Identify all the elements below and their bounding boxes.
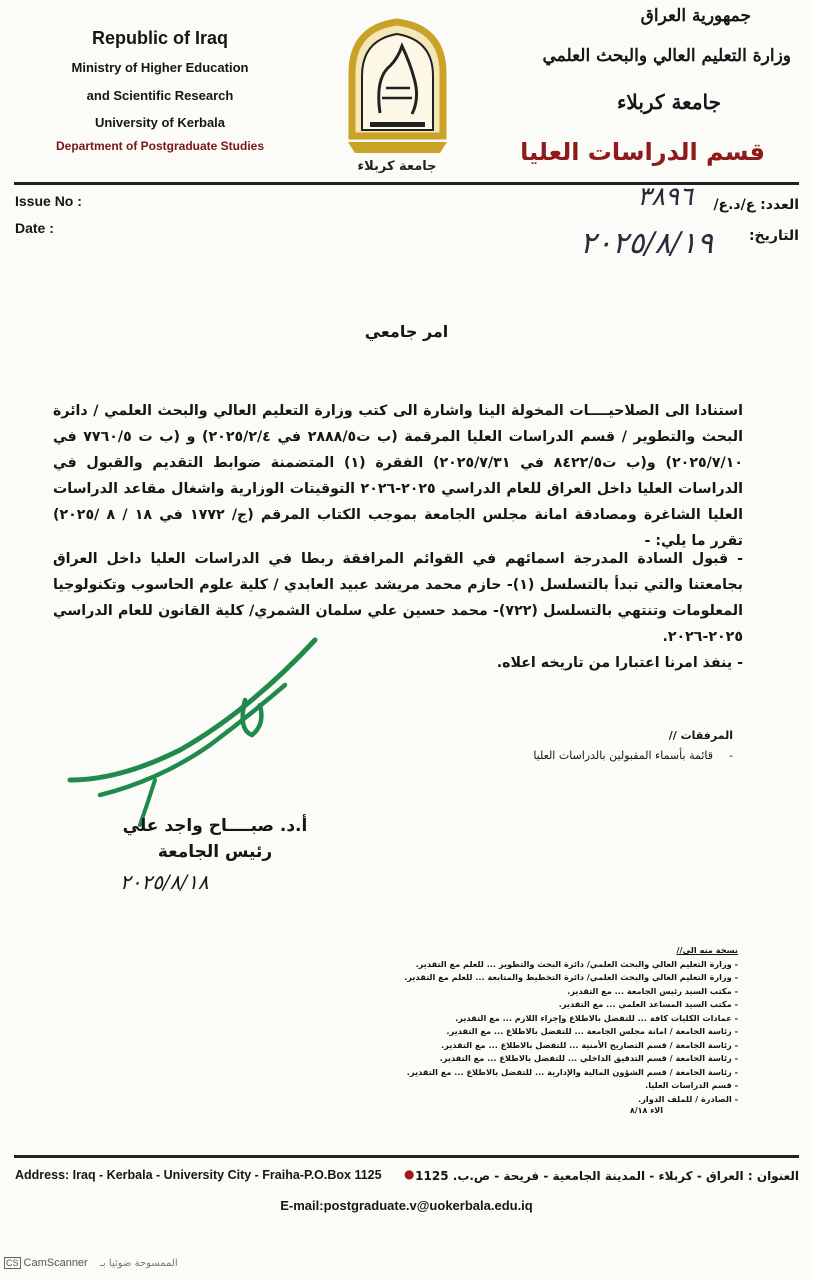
issue-label-en: Issue No : xyxy=(15,193,82,209)
cc-item: - عمادات الكليات كافة ... للتفضل بالاطلاع وإجراء اللازم ... مع التقدير. xyxy=(455,1012,738,1023)
logo-caption: جامعة كربلاء xyxy=(357,159,437,174)
header-ar-department: قسم الدراسات العليا xyxy=(520,138,765,166)
footer-email: E-mail:postgraduate.v@uokerbala.edu.iq xyxy=(280,1198,533,1213)
university-logo xyxy=(340,18,455,178)
header-en-department: Department of Postgraduate Studies xyxy=(55,139,265,153)
header-en-republic: Republic of Iraq xyxy=(91,28,228,48)
body-paragraph-effective: - ينفذ امرنا اعتبارا من تاريخه اعلاه. xyxy=(496,655,743,671)
cc-item: - مكتب السيد المساعد العلمي ... مع التقدير. xyxy=(558,999,738,1009)
footer-address-en: Address: Iraq - Kerbala - University City - Fraiha-P.O.Box 1125 xyxy=(15,1168,382,1182)
header-en-university: University of Kerbala xyxy=(94,115,226,130)
cc-item: - رئاسة الجامعة / امانة مجلس الجامعة ... للتفضل بالاطلاع ... مع التقدير. xyxy=(446,1026,738,1036)
handwritten-signature xyxy=(60,630,320,830)
header-en-research: and Scientific Research xyxy=(86,88,234,103)
cc-heading: نسخة منه الى// xyxy=(676,945,738,955)
header-ar-republic: جمهورية العراق xyxy=(640,6,751,26)
camscanner-label-ar: الممسوحة ضوئيا بـ xyxy=(100,1258,178,1269)
attachments-bullet: - xyxy=(729,749,733,762)
cc-item: - رئاسة الجامعة / قسم الشؤون المالية والإدارية ... للتفضل بالاطلاع ... مع التقدير. xyxy=(406,1066,738,1077)
date-handwritten: ٢٠٢٥/٨/١٩ xyxy=(579,226,713,261)
cc-initials: الاء ٨/١٨ xyxy=(629,1106,663,1115)
camscanner-logo-icon: CS xyxy=(6,1258,19,1268)
header-en-ministry: Ministry of Higher Education xyxy=(71,60,249,75)
footer-divider xyxy=(14,1155,799,1158)
cc-item: - وزارة التعليم العالي والبحث العلمي/ دائرة التخطيط والمتابعة ... للعلم مع التقدير. xyxy=(404,972,738,982)
attachments-item: قائمة بأسماء المقبولين بالدراسات العليا xyxy=(533,749,713,762)
body-paragraph-admission: - قبول السادة المدرجة اسمائهم في القوائم المرافقة ربطا في الدراسات العليا داخل العراق بجامعتنا والتي تبدأ بالتسلسل (١)- حازم محمد مريشد عبيد العابدي / كلية علوم الحاسوب وتكنولوجيا المعلومات وتنتهي بالتسلسل (٧٢٢)- محمد حسين علي سلمان الشمري/ كلية القانون للعام الدراسي ٢٠٢٥-٢٠٢٦. xyxy=(53,551,743,645)
date-label-ar: التاريخ: xyxy=(748,228,799,244)
date-label-en: Date : xyxy=(15,220,54,236)
footer-address-ar: العنوان : العراق - كربلاء - المدينة الجامعية - فريحة - ص.ب. 1125 xyxy=(415,1169,799,1183)
camscanner-watermark xyxy=(4,1257,88,1269)
cc-item: - قسم الدراسات العليا. xyxy=(645,1080,738,1090)
camscanner-label: CamScanner xyxy=(23,1257,88,1269)
footer-separator-dot: ● xyxy=(404,1167,415,1181)
cc-item: - الصادرة / للملف الدوار. xyxy=(638,1093,738,1104)
document-title: امر جامعي xyxy=(364,322,449,341)
header-ar-university: جامعة كربلاء xyxy=(617,90,721,114)
attachments-label: المرفقات // xyxy=(668,729,733,742)
cc-list xyxy=(338,944,738,1106)
cc-item: - رئاسة الجامعة / قسم التدقيق الداخلي ... للتفضل بالاطلاع ... مع التقدير. xyxy=(439,1053,738,1063)
body-paragraph-authority: استنادا الى الصلاحيــــات المخولة الينا واشارة الى كتب وزارة التعليم العالي والبحث العلمي / دائرة البحث والتطوير / قسم الدراسات العليا المرقمة (ب ت٢٨٨٨/٥ في ٢٠٢٥/٢/٤) و (ب ت ٧٧٦٠/٥ في ٢٠٢٥/٧/١٠) و(ب ت٨٤٢٢/٥ في ٢٠٢٥/٧/٣١) الفقرة (١) المتضمنة ضوابط التقديم والقبول في الدراسات العليا داخل العراق للعام الدراسي ٢٠٢٥-٢٠٢٦ التوقيتات الوزارية واشغال مقاعد الدراسات العليا الشاغرة ومصادقة امانة مجلس الجامعة بموجب الكتاب المرقم (ج/ ١٧٧٢ في ١٨ / ٨ /٢٠٢٥) تقرر ما يلي: - xyxy=(53,403,744,549)
issue-label-ar: العدد: ع/د.ع/ xyxy=(713,197,799,213)
signature-date-handwritten: ٢٠٢٥/٨/١٨ xyxy=(120,870,209,894)
header-ar-ministry: وزارة التعليم العالي والبحث العلمي xyxy=(542,46,791,66)
cc-item: - وزارة التعليم العالي والبحث العلمي/ دائرة البحث والتطوير ... للعلم مع التقدير. xyxy=(415,958,738,969)
cc-item: - رئاسة الجامعة / قسم التصاريح الأمنية ... للتفضل بالاطلاع ... مع التقدير. xyxy=(440,1039,738,1050)
cc-item: - مكتب السيد رئيس الجامعة ... مع التقدير. xyxy=(567,985,738,996)
signatory-title: رئيس الجامعة xyxy=(157,842,273,862)
signatory-name: أ.د. صبــــاح واجد علي xyxy=(122,816,308,836)
issue-number-handwritten: ٣٨٩٦ xyxy=(637,182,693,212)
